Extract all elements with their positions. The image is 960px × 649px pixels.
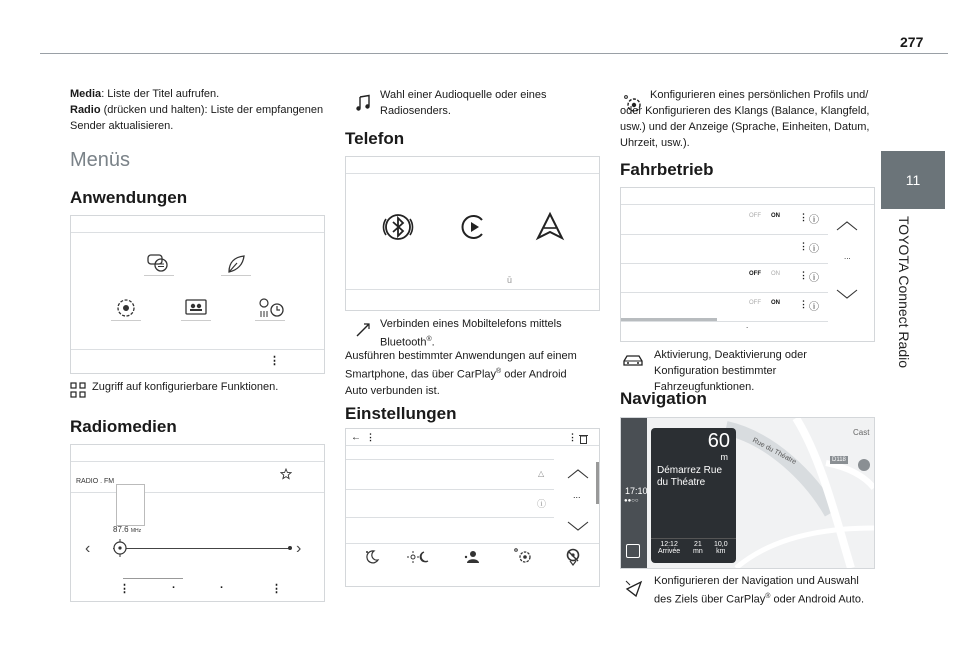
privacy-icon[interactable] [565,548,581,566]
bluetooth-icon[interactable] [381,210,415,244]
registered-mark: ® [496,368,502,375]
frequency-value: 87.6 [113,525,129,534]
tuning-slider-knob[interactable] [111,539,129,557]
toggle-off-label: OFF [749,213,761,219]
row-menu-icon[interactable]: ⋮ [799,299,808,309]
phone-link-icon [355,322,371,338]
nav-distance-unit: m [720,452,728,462]
navigation-caption-text: Konfigurieren der Navigation und Auswahl des Ziels über CarPlay [654,575,859,606]
driving-row[interactable] [621,207,828,235]
scroll-up-chevron-icon[interactable] [567,469,589,479]
page-number: 277 [900,34,924,50]
radio-text: (drücken und halten): Liste der empfangenen Sender aktualisieren. [70,104,324,132]
apps-caption: Zugriff auf konfigurierbare Funktionen. [92,381,279,393]
chapter-title: TOYOTA Connect Radio [896,216,912,368]
tuning-slider-track[interactable] [113,548,291,549]
radio-more-button[interactable]: ⋮ [271,583,282,595]
navigation-heading: Navigation [620,389,707,408]
profile-caption: Konfigurieren eines persönlichen Profils und/ oder Konfigurieren des Klangs (Balance, Klangfeld, usw.) und der Anzeige (Sprache, Einheiten, Datum, Uhrzeit, usw.). [620,89,870,149]
icon-rule [111,320,141,321]
phone-caption-2 [345,348,585,399]
row-menu-icon[interactable]: ⋮ [799,241,808,251]
carplay-icon[interactable] [458,212,488,242]
settings-more[interactable]: ... [573,490,581,500]
screen-top-rule [71,461,324,462]
navigation-caption [654,573,872,608]
settings-row-icon[interactable]: △ [538,469,545,478]
nav-distance: 60 [707,430,730,452]
row-menu-icon[interactable]: ⋮ [799,270,808,280]
info-icon[interactable]: ⓘ [537,499,547,509]
radio-dot-button[interactable]: · [220,582,224,594]
info-icon[interactable]: ⓘ [809,215,819,226]
nav-arrival [658,541,680,555]
nav-signal-icon: ●●○○ [624,498,639,504]
driving-caption: Aktivierung, Deaktivierung oder Konfiguration bestimmter Fahrzeugfunktionen. [654,349,807,393]
messages-app-icon[interactable] [144,252,174,276]
nav-remaining-value: 10,0 [714,541,728,548]
tuning-slider-end [288,546,292,550]
frequency-unit: MHz [130,528,142,534]
previous-station-arrow[interactable]: ‹ [85,540,91,557]
back-arrow-icon[interactable]: ← [351,432,361,443]
frequency-readout [113,525,141,534]
eco-app-icon[interactable] [221,252,251,276]
music-note-icon [355,94,371,112]
audio-caption: Wahl einer Audioquelle oder eines Radiosenders. [380,89,547,117]
nav-remaining [714,541,728,555]
map-street-label: Rue du Théatre [751,437,798,466]
navigation-caption-end: oder Android Auto. [770,593,865,606]
navigation-arrow-icon [625,580,643,598]
radio-dot-button[interactable]: · [172,582,176,594]
settings-row-rule [346,517,554,518]
screen-rule [71,492,324,493]
screen-top-rule [621,204,874,205]
nav-duration [693,541,703,555]
climate-timer-app-icon[interactable] [255,295,287,321]
icon-rule [144,275,174,276]
phone-screen [345,156,600,311]
icon-rule [221,275,251,276]
row-menu-icon[interactable]: ⋮ [799,212,808,222]
settings-row-rule [346,489,554,490]
scroll-down-chevron-icon[interactable] [567,521,589,531]
info-icon[interactable]: ⓘ [809,273,819,284]
radio-menu-button[interactable]: ⋮ [119,583,130,595]
next-station-arrow[interactable]: › [296,540,302,557]
nav-duration-value: 21 [693,541,702,548]
driving-screen [620,187,875,342]
registered-mark: ® [765,593,771,600]
trash-icon[interactable] [579,434,588,444]
screen-top-rule [346,173,599,174]
on-off-toggle[interactable] [749,300,780,306]
screen-top-rule [346,445,599,446]
scroll-down-chevron-icon[interactable] [836,289,858,299]
phone-caption-1-end: . [431,336,435,349]
header-rule [40,53,948,54]
nav-arrival-label: Arrivée [658,548,681,555]
apps-screen [70,215,325,374]
toggle-off-label: OFF [749,271,761,277]
night-mode-icon[interactable] [364,549,380,565]
apps-grid-icon [70,382,86,398]
media-label: Media [70,88,102,100]
nav-clock: 17:10 [625,486,648,496]
toggle-off-label: OFF [749,300,761,306]
driving-progress-bar [621,318,717,321]
info-icon[interactable]: ⓘ [809,302,819,313]
driving-heading: Fahrbetrieb [620,160,714,179]
nav-remaining-label: km [716,548,726,555]
phone-caption-2-end: oder Android Auto verbunden ist. [345,368,567,397]
radio-label: Radio [70,104,101,116]
profile-icon[interactable] [463,549,479,565]
station-artwork [116,484,145,526]
radio-band-label: RADIO . FM [76,478,115,485]
apps-more-button[interactable]: ⋮ [269,355,280,367]
phone-heading: Telefon [345,129,405,148]
nav-duration-label: mn [693,548,703,555]
icon-rule [181,320,211,321]
driving-dot: . [746,321,749,330]
nav-arrival-time: 12:12 [660,541,678,548]
screen-bottom-rule [346,289,599,290]
settings-top-more[interactable]: ⋮ [568,432,577,442]
driving-more[interactable]: ... [844,252,851,261]
menus-heading: Menüs [70,149,131,171]
android-auto-icon[interactable] [535,211,565,241]
settings-heading: Einstellungen [345,404,457,423]
favorite-star-icon[interactable] [280,468,292,480]
day-night-icon[interactable] [407,549,429,565]
registered-mark: ® [426,336,432,343]
phone-caption-2-text: Ausführen bestimmter Anwendungen auf einem Smartphone, das über CarPlay [345,350,577,381]
chapter-tab [881,151,945,209]
driving-row[interactable] [621,265,828,293]
intro-text [70,86,330,134]
on-off-toggle[interactable] [749,271,780,277]
settings-screen [345,428,600,587]
nav-instruction: Démarrez Rue du Théatre [657,465,723,488]
settings-top-menu[interactable]: ⋮ [366,432,375,442]
toggle-on-label: ON [771,300,780,306]
on-off-toggle[interactable] [749,213,780,219]
icon-rule [255,320,285,321]
settings-row-rule [346,543,599,544]
screen-top-rule [71,232,324,233]
radio-bottom-rule [123,578,183,579]
phone-caption-1 [380,316,580,351]
apps-heading: Anwendungen [70,188,188,207]
radio-screen [70,444,325,602]
map-place-label: Cast [853,428,870,437]
screen-bottom-rule [71,349,324,350]
chapter-number: 11 [905,172,921,188]
navigation-screen [620,417,875,569]
bluetooth-status-icon: ū [507,275,513,285]
vehicle-settings-app-icon[interactable] [111,295,141,321]
radio-heading: Radiomedien [70,417,177,436]
map-road-badge: D118 [832,457,846,463]
info-icon[interactable]: ⓘ [809,244,819,255]
nav-panel-rule [651,538,736,539]
toggle-on-label: ON [771,271,780,277]
settings-row-rule [346,459,554,460]
nav-home-button[interactable] [626,544,640,558]
settings-scrollbar[interactable] [596,462,599,504]
phone-caption-1-text: Verbinden eines Mobiltelefons mittels Bluetooth [380,318,562,349]
driving-row[interactable] [621,236,828,264]
car-icon [622,353,644,369]
media-text: : Liste der Titel aufrufen. [101,88,220,100]
nav-instruction-panel [651,428,736,563]
settings-gear-icon[interactable] [513,547,533,565]
contacts-app-icon[interactable] [181,296,211,320]
toggle-on-label: ON [771,213,780,219]
scroll-up-chevron-icon[interactable] [836,221,858,231]
